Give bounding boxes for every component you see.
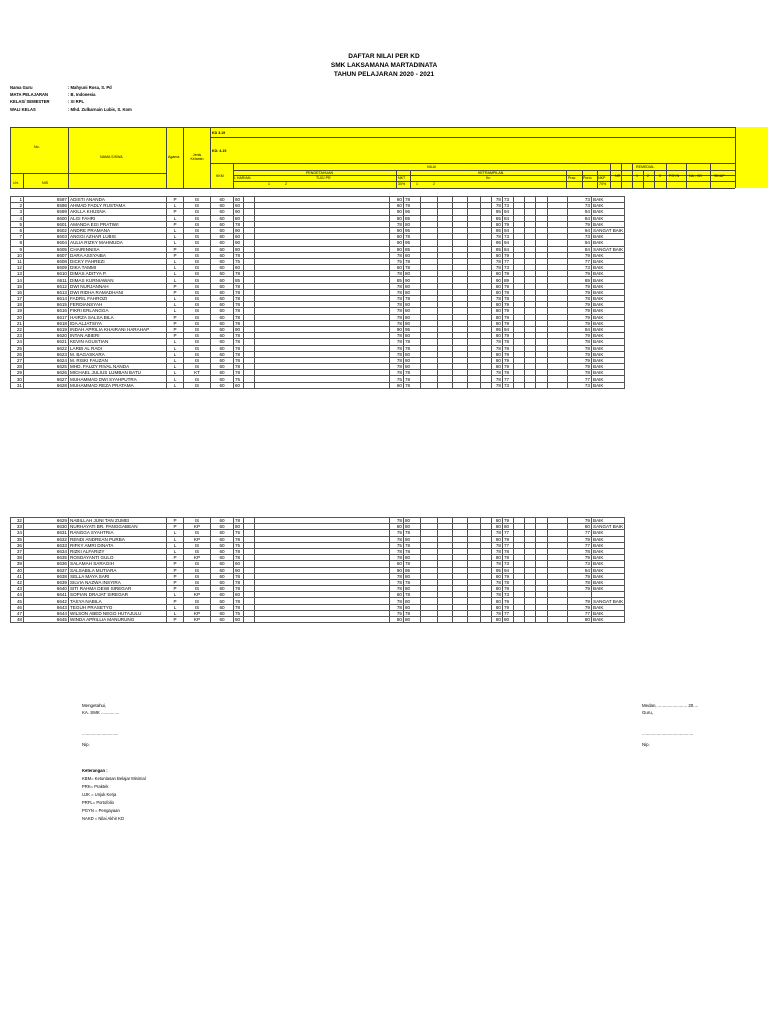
table-row: 32 6629 NABILLAH JUNI TAN ZUMEI P IS 60 78 78 80 80 79 79 BAIK [11, 518, 625, 524]
col-skill-2: 2 [433, 182, 435, 186]
table-row: 45 6642 TASYA NABILA P IS 60 78 78 80 80 79 79 SANGAT BAIK [11, 598, 625, 604]
table-row: 15 6612 DWI NURJANNAH P IS 60 78 78 80 80 79 79 BAIK [11, 283, 625, 289]
table-row: 16 6613 DWI RIDHA RAMADHANI P IS 60 78 78 80 80 79 79 BAIK [11, 289, 625, 295]
table-row: 39 6636 SALAMAH SARAGIH P IS 60 60 60 78 78 73 73 BAIK [11, 561, 625, 567]
col-religion: Agama [168, 155, 180, 159]
footer-right: Medan, ........................ 20.... Guru, .......................................... Nip. [642, 703, 699, 747]
col-nakd: NA - KD [689, 174, 702, 178]
table-row: 4 6600 ALGI FAHRI L IS 60 80 80 85 85 84 84 BAIK [11, 215, 625, 221]
col-skill-1: 1 [416, 182, 418, 186]
col-daily-2: 2 [285, 182, 287, 186]
footer-left: Mengetahui, KA. SMK ............... .............................. Nip. [82, 703, 120, 747]
col-nkt: NKT [398, 176, 406, 180]
col-nis: NIS [42, 181, 48, 185]
table-row: 12 6609 DIKA TAMMI L IS 60 60 60 78 78 73 73 BAIK [11, 265, 625, 271]
table-row: 22 6619 INDAH APRILIA KHAIRANI HARAHAP P IS 60 90 90 95 95 94 94 BAIK [11, 326, 625, 332]
table-row: 47 6644 WILSON ABED NEGO HUTAJULU L KP 60 75 75 78 78 77 77 BAIK [11, 610, 625, 616]
doc-title: DAFTAR NILAI PER KD [348, 53, 420, 60]
col-attitude: SIKAP [714, 174, 725, 178]
table-row: 21 6618 IDA ALJATSIYA P IS 60 78 78 80 80 79 79 BAIK [11, 320, 625, 326]
table-row: 3 6599 AKILLA KHUSNA P IS 60 90 90 95 95 94 94 BAIK [11, 209, 625, 215]
grade-table-part-1 [10, 196, 625, 389]
col-kn: Kn [486, 176, 491, 180]
table-row: 36 6633 RIFKY AMRI DINATA L IS 60 75 75 78 78 77 77 BAIK [11, 542, 625, 548]
table-row: 42 6639 SILVIA NAZWA INSYIRA P IS 60 78 78 78 78 78 78 BAIK [11, 579, 625, 585]
teacher-info [10, 84, 132, 113]
nip-label: Nip. [82, 742, 90, 747]
col-porto: Porto [583, 176, 592, 180]
kd-label: KD 3.19 [212, 131, 226, 135]
table-row: 35 6632 RENDI ANDREAN PURBA L KP 60 78 78 80 80 79 79 BAIK [11, 536, 625, 542]
table-row: 24 6621 KEVIN AGUSTIAN L IS 60 78 78 78 78 78 78 BAIK [11, 339, 625, 345]
academic-year: TAHUN PELAJARAN 2020 - 2021 [333, 71, 435, 78]
table-row: 10 6607 DARA ASSYAIBA P IS 60 78 78 80 80 79 79 BAIK [11, 252, 625, 258]
grade-table-header [10, 127, 768, 188]
table-row: 20 6617 HAIRZA SALSA BILA P IS 60 78 78 80 80 79 79 BAIK [11, 314, 625, 320]
col-nkp: NKP [598, 176, 606, 180]
table-row: 29 6626 MICHAEL JULIUS LUMBAN BATU L KT 60 78 78 78 78 78 78 BAIK [11, 370, 625, 376]
table-row: 11 6608 DICKY FAHREZI L IS 60 75 75 78 78 77 77 BAIK [11, 258, 625, 264]
col-nkt-weight: 30% [398, 182, 406, 186]
col-name: NAMA SISWA [100, 155, 123, 159]
table-row: 28 6625 MHD. FAUZY RIVAL NANDA L IS 60 78 78 80 80 79 79 BAIK [11, 364, 625, 370]
col-kkm: KKM [216, 174, 224, 178]
table-row: 33 6630 NURHAYATI BR. PANGGABEAN P KP 60 80 80 80 80 80 80 SANGAT BAIK [11, 524, 625, 530]
col-remedial: REMEDIAL [636, 165, 655, 169]
table-row: 1 6597 ADISTI ANANDA P IS 60 60 60 78 78 73 73 BAIK [11, 197, 625, 203]
col-r2: 2 [647, 174, 649, 178]
kd-skill-label: KD: 4.19 [212, 149, 227, 153]
table-row: 5 6601 AMANDA EGI PRATIWI P IS 60 78 78 80 80 79 79 BAIK [11, 221, 625, 227]
table-row: 6 6602 ANDRE PRAMANA L IS 60 90 90 95 95 94 94 SANGAT BAIK [11, 227, 625, 233]
table-row: 41 6638 SELLA MAYA SARI P IS 60 78 78 80 80 79 79 BAIK [11, 573, 625, 579]
school-name: SMK LAKSAMANA MARTADINATA [330, 62, 438, 69]
table-row: 23 6620 INTAN ABIERI P IS 60 78 78 80 80 79 79 BAIK [11, 333, 625, 339]
table-row: 8 6604 AULIA RIZKY MAHMUDA L IS 60 90 90 95 95 94 94 BAIK [11, 240, 625, 246]
col-daily-1: 1 [268, 182, 270, 186]
col-no: No. [34, 145, 40, 149]
table-row: 19 6616 FIKRI ERLANGGA L IS 60 78 78 80 80 79 79 BAIK [11, 308, 625, 314]
table-row: 46 6643 TEGUH PRASETYO L IS 60 78 78 80 80 79 79 BAIK [11, 604, 625, 610]
col-grade: NILAI [427, 165, 436, 169]
table-row: 34 6631 RANGGA SYAHTRIA L IS 60 75 75 78 78 77 77 BAIK [11, 530, 625, 536]
table-row: 17 6614 FADRIL FAHROZI L IS 60 78 78 78 78 78 78 BAIK [11, 296, 625, 302]
col-daily: L HARIAN [234, 176, 251, 180]
col-homework: TUG/ PR [316, 176, 331, 180]
table-row: 44 6641 SOPIAN DRAJAT SIREGAR L KP 60 60 60 78 78 73 [11, 592, 625, 598]
col-pgyn: PGYN [669, 174, 680, 178]
table-row: 38 6635 ROSDAYANTI GULO P KP 60 78 78 80 80 79 79 BAIK [11, 555, 625, 561]
info-row-subject: MATA PELAJARAN : B. Indonesia [10, 92, 96, 98]
col-r1: 1 [636, 174, 638, 178]
table-row: 40 6637 SALSABILA MUTIARA P IS 60 90 90 95 95 94 94 BAIK [11, 567, 625, 573]
info-row-teacher: Nama Guru : Mahyuni Rosa, S. Pd [10, 85, 112, 90]
table-row: 27 6624 M. RISKI FAUZAN L IS 60 78 78 80 80 79 79 BAIK [11, 357, 625, 363]
nip-label: Nip. [642, 742, 650, 747]
table-row: 48 6645 WINDA APRILLIA MANURUNG P KP 60 80 80 80 80 80 80 BAIK [11, 617, 625, 623]
col-prac: Prac [568, 176, 576, 180]
table-row: 14 6611 DIMAS KURNIAWAN L IS 60 85 85 90 90 89 89 BAIK [11, 277, 625, 283]
table-row: 25 6622 LARBI AL RADI L IS 60 78 78 78 78 78 78 BAIK [11, 345, 625, 351]
col-r3: 3 [659, 174, 661, 178]
table-row: 9 6605 CHAIRINNISA P IS 60 80 80 85 85 84 84 SANGAT BAIK [11, 246, 625, 252]
info-row-homeroom: WALI KELAS : Mhd. Zulkarnain Lubis, S. Kom [10, 106, 132, 112]
table-row: 43 6640 SITI RAHMA DEWI SIREGAR P IS 60 78 78 80 80 79 79 BAIK [11, 586, 625, 592]
col-skills: KETRAMPILAN [478, 170, 504, 175]
table-row: 37 6634 RIZKI ALFARIZY L IS 60 78 78 78 78 78 78 BAIK [11, 548, 625, 554]
info-row-class: KELAS/ SEMESTER : XI RPL [10, 99, 85, 105]
col-nkp-weight: 70% [599, 182, 607, 186]
col-knowledge: PENGETAHUAN [306, 170, 334, 175]
col-nr: NR [615, 174, 621, 178]
table-row: 31 6628 MUHAMMAD REZA PRATAMA L IS 60 60 60 78 78 73 73 BAIK [11, 382, 625, 388]
table-row: 18 6615 FERDIANSYAH L IS 60 78 78 80 80 79 79 BAIK [11, 302, 625, 308]
table-row: 30 6627 MUHAMMAD DWI SYAHPUTRA L IS 60 75 75 78 78 77 77 BAIK [11, 376, 625, 382]
col-order: Urt. [13, 181, 19, 185]
legend: Keterangan : KBM= Ketuntasan Belajar Minimal PRK= Praktek UJK = Unjuk Kerja PRFL= Portofolio PGYN = Pengayaan NAKD = Nilai Akhir KD [82, 768, 146, 821]
grade-table-part-2 [10, 517, 625, 623]
table-row: 2 6598 AHMAD FADLY RUSTAMA L IS 60 60 60 78 78 73 73 BAIK [11, 203, 625, 209]
col-gender: Jenis Kelamin [190, 153, 204, 161]
table-row: 7 6603 ANGGI AZHAR LUBIS L IS 60 60 60 78 78 73 73 BAIK [11, 234, 625, 240]
table-row: 26 6623 M. BAGASKARA L IS 60 78 78 80 80 79 79 BAIK [11, 351, 625, 357]
table-row: 13 6610 DIMAS ADITYA P. L IS 60 78 78 80 80 79 79 BAIK [11, 271, 625, 277]
